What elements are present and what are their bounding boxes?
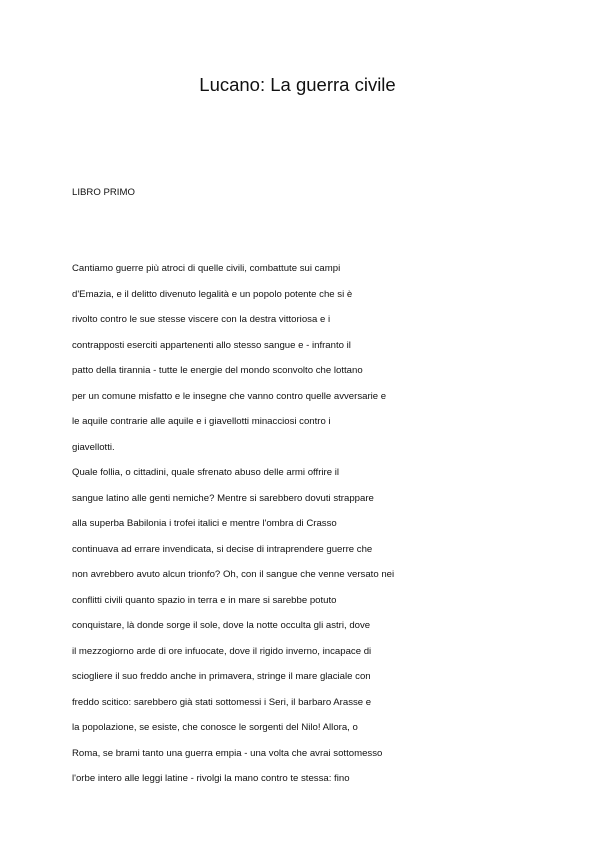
text-line: d'Emazia, e il delitto divenuto legalità e un popolo potente che si è (72, 288, 353, 300)
text-line: contrapposti eserciti appartenenti allo stesso sangue e - infranto il (72, 339, 351, 351)
text-line: alla superba Babilonia i trofei italici e mentre l'ombra di Crasso (72, 518, 337, 529)
text-line: la popolazione, se esiste, che conosce le sorgenti del Nilo! Allora, o (72, 722, 358, 733)
text-line: conflitti civili quanto spazio in terra e in mare si sarebbe potuto (72, 594, 337, 606)
text-line: per un comune misfatto e le insegne che vanno contro quelle avversarie e (72, 390, 387, 402)
text-line: Cantiamo guerre più atroci di quelle civili, combattute sui campi (72, 263, 341, 274)
text-line: sangue latino alle genti nemiche? Mentre si sarebbero dovuti strappare (72, 492, 374, 504)
document-title: Lucano: La guerra civile (199, 74, 396, 95)
text-line: il mezzogiorno arde di ore infuocate, dove il rigido inverno, incapace di (72, 645, 372, 657)
text-line: patto della tirannia - tutte le energie del mondo sconvolto che lottano (72, 365, 363, 376)
text-line: l'orbe intero alle leggi latine - rivolgi la mano contro te stessa: fino (72, 773, 350, 784)
text-line: continuava ad errare invendicata, si decise di intraprendere guerre che (72, 543, 373, 555)
text-line: sciogliere il suo freddo anche in primavera, stringe il mare glaciale con (72, 671, 371, 682)
body-text (72, 262, 552, 798)
text-line: non avrebbero avuto alcun trionfo? Oh, con il sangue che venne versato nei (72, 569, 395, 580)
text-line: Quale follia, o cittadini, quale sfrenato abuso delle armi offrire il (72, 467, 339, 478)
text-line: freddo scitico: sarebbero già stati sottomessi i Seri, il barbaro Arasse e (72, 696, 372, 708)
text-line: le aquile contrarie alle aquile e i giavellotti minacciosi contro i (72, 416, 331, 427)
section-heading: LIBRO PRIMO (72, 187, 135, 198)
text-line: rivolto contro le sue stesse viscere con la destra vittoriosa e i (72, 314, 331, 325)
text-line: giavellotti. (72, 441, 115, 453)
text-line: conquistare, là donde sorge il sole, dove la notte occulta gli astri, dove (72, 620, 371, 631)
text-line: Roma, se brami tanto una guerra empia - una volta che avrai sottomesso (72, 747, 383, 759)
